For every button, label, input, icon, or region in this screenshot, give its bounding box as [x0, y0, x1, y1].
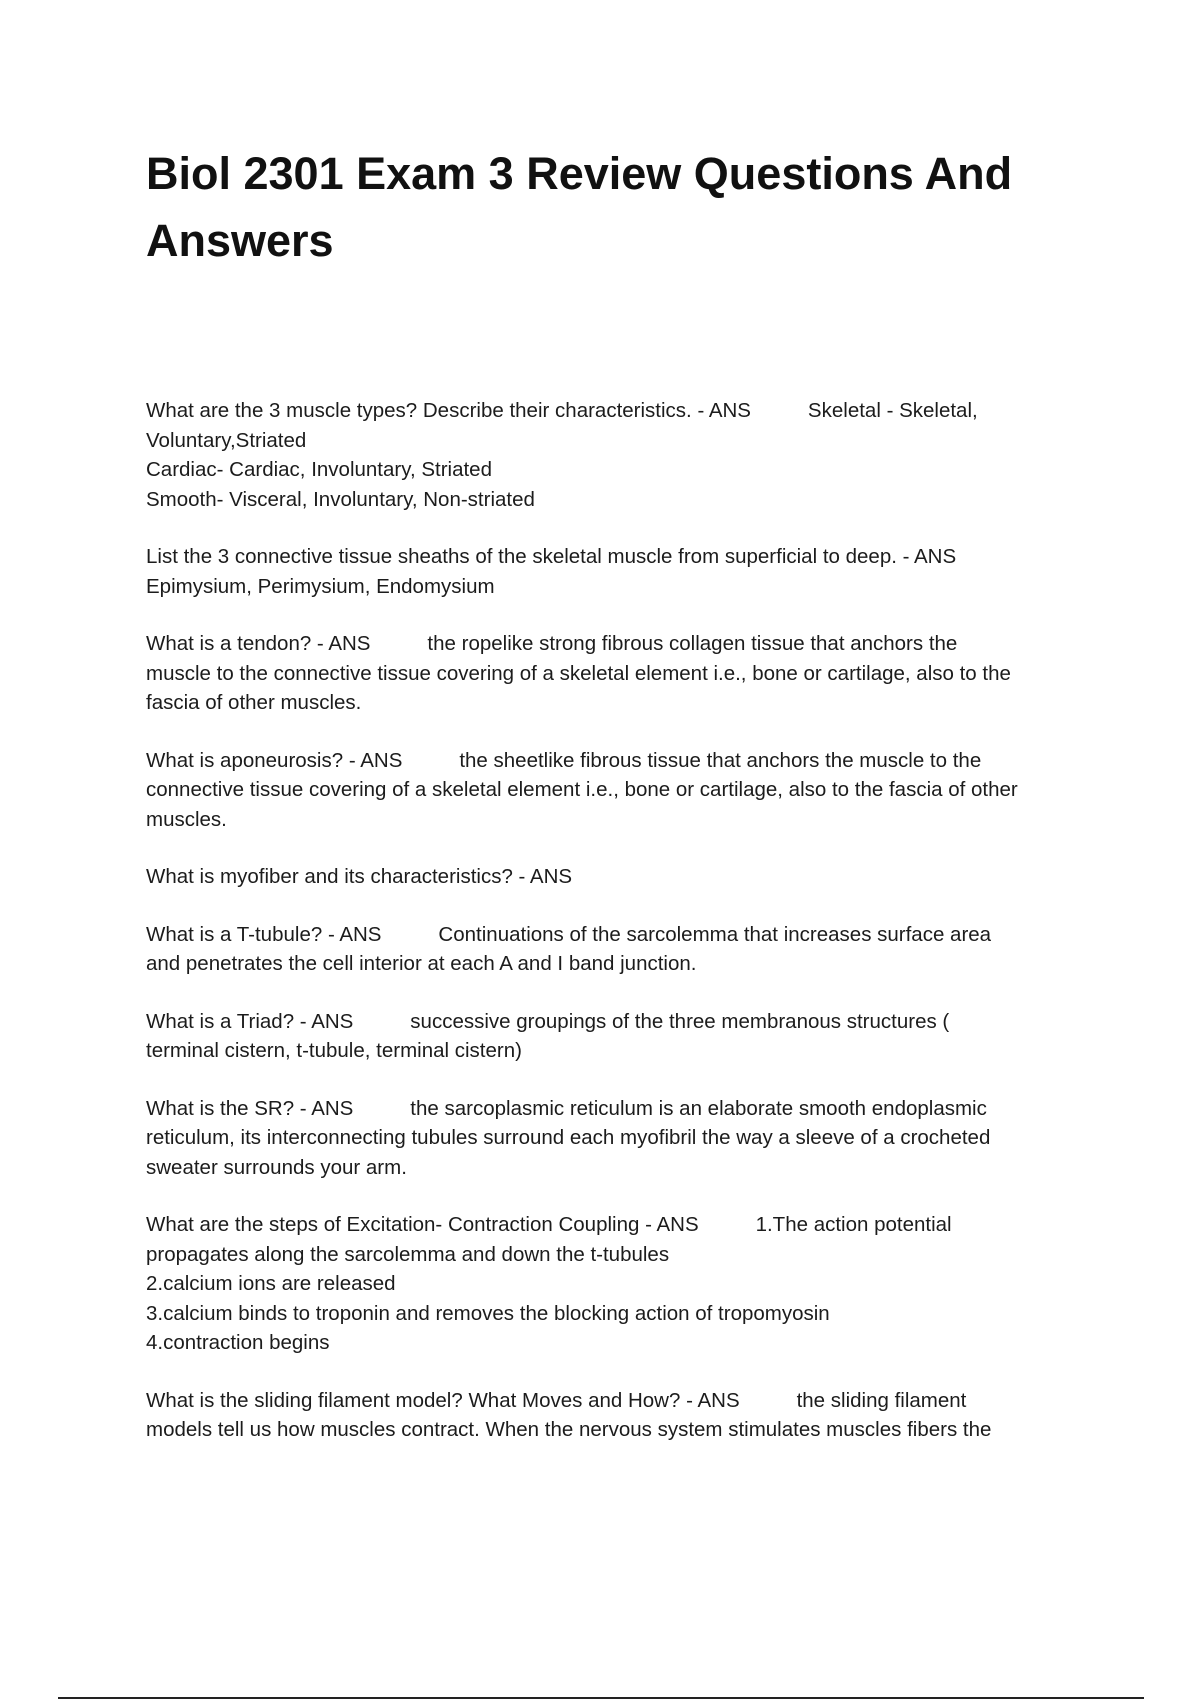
qa-list [146, 396, 1096, 1473]
qa-line: 3.calcium binds to troponin and removes the blocking action of tropomyosin [146, 1301, 830, 1325]
qa-line: What is aponeurosis? - ANS the sheetlike fibrous tissue that anchors the muscle to the [146, 748, 982, 772]
qa-line: and penetrates the cell interior at each A and I band junction. [146, 952, 697, 975]
page-bottom-divider [58, 1697, 1144, 1699]
qa-item-sr [146, 1094, 1096, 1183]
qa-line: 4.contraction begins [146, 1331, 330, 1354]
qa-item-aponeurosis [146, 746, 1096, 835]
qa-line: terminal cistern, t-tubule, terminal cistern) [146, 1039, 522, 1062]
qa-line: What is a Triad? - ANS successive groupings of the three membranous structures ( [146, 1009, 950, 1033]
qa-line: Epimysium, Perimysium, Endomysium [146, 574, 495, 598]
qa-line: What is a T-tubule? - ANS Continuations of the sarcolemma that increases surface area [146, 922, 992, 946]
qa-item-tendon [146, 629, 1096, 718]
qa-line: 2.calcium ions are released [146, 1272, 396, 1295]
qa-item-t-tubule [146, 920, 1096, 979]
qa-line: propagates along the sarcolemma and down the t-tubules [146, 1242, 670, 1266]
document-title-line: Biol 2301 Exam 3 Review Questions And [146, 148, 1013, 199]
qa-item-muscle-types [146, 396, 1096, 514]
qa-line: What are the steps of Excitation- Contraction Coupling - ANS 1.The action potential [146, 1213, 952, 1236]
document-title-line: Answers [146, 215, 334, 266]
qa-line: List the 3 connective tissue sheaths of the skeletal muscle from superficial to deep. - ANS [146, 545, 957, 568]
qa-line: Cardiac- Cardiac, Involuntary, Striated [146, 458, 492, 481]
qa-item-excitation-contraction [146, 1210, 1096, 1358]
qa-item-myofiber [146, 862, 1096, 892]
qa-line: fascia of other muscles. [146, 691, 362, 714]
qa-line: Smooth- Visceral, Involuntary, Non-striated [146, 487, 535, 511]
qa-item-sliding-filament [146, 1386, 1096, 1445]
qa-line: What is the sliding filament model? What Moves and How? - ANS the sliding filament [146, 1388, 967, 1412]
qa-line: What is a tendon? - ANS the ropelike strong fibrous collagen tissue that anchors the [146, 632, 958, 655]
qa-item-connective-sheaths [146, 542, 1096, 601]
qa-line: reticulum, its interconnecting tubules surround each myofibril the way a sleeve of a crocheted [146, 1126, 991, 1149]
qa-line: muscle to the connective tissue covering of a skeletal element i.e., bone or cartilage, also to the [146, 661, 1011, 685]
qa-line: Voluntary,Striated [146, 428, 307, 452]
qa-line: sweater surrounds your arm. [146, 1155, 407, 1179]
qa-line: What are the 3 muscle types? Describe their characteristics. - ANS Skeletal - Skeletal, [146, 399, 978, 422]
qa-item-triad [146, 1007, 1096, 1066]
qa-line: connective tissue covering of a skeletal element i.e., bone or cartilage, also to the fascia of other [146, 778, 1018, 801]
qa-line: What is the SR? - ANS the sarcoplasmic reticulum is an elaborate smooth endoplasmic [146, 1096, 987, 1120]
qa-line: models tell us how muscles contract. When the nervous system stimulates muscles fibers the [146, 1418, 992, 1441]
document-title [146, 140, 1086, 274]
qa-line: muscles. [146, 807, 227, 831]
qa-line: What is myofiber and its characteristics? - ANS [146, 865, 573, 888]
